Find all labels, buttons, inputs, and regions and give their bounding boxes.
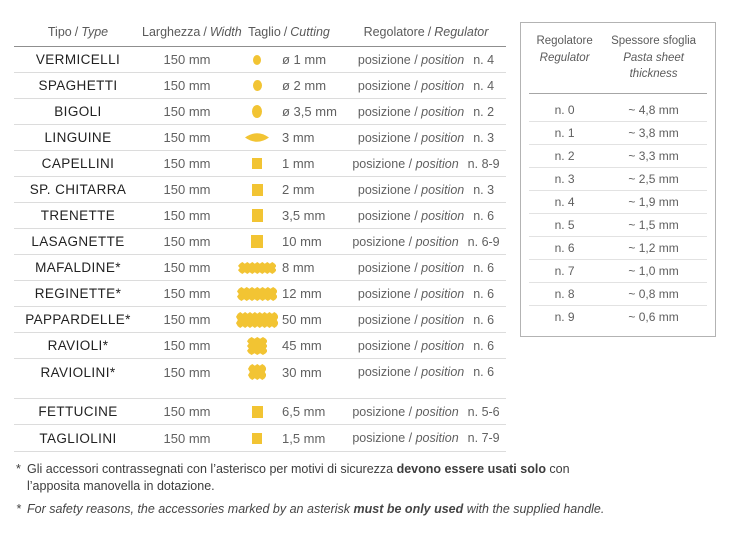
header-separator: / [203,25,207,39]
position-label-en: position [421,52,465,67]
width-value: 150 mm [163,130,211,145]
cut-icon-box [232,80,282,91]
position-label-it: posizione / [357,52,422,67]
regulator-row [529,213,707,236]
table-row [14,73,506,99]
position-value: n. 8-9 [467,156,500,171]
footnote-en-post: with the supplied handle. [463,502,605,516]
position-label-it: posizione / [357,104,422,119]
position-label-en: position [421,182,465,197]
header-separator: / [427,25,432,39]
square-cut-icon [252,184,263,196]
regulator-row [529,236,707,259]
asterisk-marker: * [16,502,21,516]
width-value: 150 mm [163,78,211,93]
position-label-it: posizione / [357,286,422,301]
sheet-thickness: ~ 4,8 mm [628,102,679,117]
cut-value: 6,5 mm [282,404,326,419]
position-value: n. 6-9 [467,234,500,249]
regulator-row [529,259,707,282]
position-value: n. 4 [473,78,495,93]
header-separator: / [283,25,288,39]
header-width-en: Width [209,25,242,39]
pasta-type-label: FETTUCINE [38,404,118,419]
position-value: n. 6 [473,260,495,275]
square-cut-icon [252,209,263,222]
cutting-cell [232,234,346,249]
regulator-position: n. 5 [554,218,575,233]
sheet-thickness: ~ 2,5 mm [628,172,679,187]
width-value: 150 mm [163,52,211,67]
column-header-regulator [346,25,506,39]
header-type-it: Tipo [47,25,72,39]
table-header-row [14,18,506,47]
pasta-type-label: TAGLIOLINI [39,430,117,446]
square-cut-icon [252,158,262,169]
regulator-thickness-table [520,22,716,337]
cut-icon-box [232,287,282,301]
sheet-thickness: ~ 1,9 mm [628,195,679,210]
table-row [14,255,506,281]
position-label-en: position [421,78,465,93]
cut-value: 8 mm [282,260,315,275]
position-value: n. 5-6 [467,404,500,419]
sheet-thickness: ~ 1,2 mm [628,241,679,256]
regulator-row [529,121,707,144]
width-value: 150 mm [163,208,211,223]
header-regulator-en: Regulator [434,25,489,39]
cutting-cell [232,404,346,419]
regulator-position: n. 3 [554,172,575,187]
regulator-cell [346,53,506,67]
cut-icon-box [232,406,282,418]
table-row [14,47,506,73]
cut-value: ø 2 mm [282,78,327,93]
width-value: 150 mm [163,312,211,327]
regulator-table-header [529,33,707,94]
cut-value: 3,5 mm [282,208,326,223]
width-value: 150 mm [163,404,211,419]
pasta-type-label: PAPPARDELLE* [25,312,131,327]
column-header-width [142,25,242,39]
regulator-table-body [529,94,707,328]
position-label-it: posizione / [357,78,422,93]
position-label-en: position [421,312,465,327]
regulator-position: n. 8 [554,287,575,302]
width-value: 150 mm [163,338,211,353]
cutting-cell [232,130,346,145]
position-label-en: position [421,365,465,379]
position-value: n. 4 [473,52,495,67]
position-value: n. 6 [473,286,495,301]
sheet-thickness: ~ 3,3 mm [628,149,679,164]
cut-value: ø 3,5 mm [282,104,337,119]
wavy-ribbon-cut-icon [237,287,278,301]
cut-value: 10 mm [282,234,322,249]
position-value: n. 6 [473,208,495,223]
footnote-en-bold: must be only used [353,502,464,516]
cut-icon-box [232,158,282,169]
pasta-type-label: MAFALDINE* [35,260,121,275]
regulator-position: n. 0 [554,102,575,117]
table-row [14,125,506,151]
sheet-thickness: ~ 0,8 mm [628,287,679,302]
position-value: n. 3 [473,182,495,197]
table-row [14,307,506,333]
column-header-type [14,25,142,39]
stamp-square-cut-icon [247,337,268,355]
regulator-cell [346,339,506,353]
sheet-thickness: ~ 3,8 mm [628,126,679,141]
cutting-cell [232,156,346,171]
cutting-cell [232,182,346,197]
cut-icon-box [232,55,282,65]
table-group-gap [14,385,506,398]
regulator-cell [346,365,506,379]
regulator-position: n. 2 [554,149,575,164]
cutting-cell [232,286,346,301]
pasta-types-table [14,18,506,452]
regulator-cell [346,405,506,419]
width-value: 150 mm [163,364,211,380]
cut-value: 2 mm [282,182,315,197]
pasta-type-label: TRENETTE [40,208,116,223]
position-label-it: posizione / [352,234,416,249]
regulator-position: n. 1 [554,126,575,141]
regulator-row [529,190,707,213]
regulator-cell [346,261,506,275]
table-row [14,425,506,452]
pasta-type-label: RAVIOLINI* [40,364,116,380]
thickness-header-it: Spessore sfoglia [611,35,697,47]
header-separator: / [74,25,79,39]
cutting-cell [232,337,346,355]
square-cut-icon [252,433,262,444]
cutting-cell [232,52,346,67]
thickness-column-header [600,33,707,83]
regulator-row [529,282,707,305]
round-cut-icon [252,105,262,118]
footnote-it-line2: l’apposita manovella in dotazione. [27,479,215,493]
cut-value: 3 mm [282,130,315,145]
header-cutting-en: Cutting [290,25,330,39]
position-label-it: posizione / [357,260,422,275]
regulator-cell [346,235,506,249]
pasta-type-label: CAPELLINI [41,156,115,171]
cut-icon-box [232,364,282,380]
position-value: n. 6 [473,312,495,327]
wavy-ribbon-cut-icon [236,312,279,328]
asterisk-marker: * [16,462,21,476]
position-value: n. 2 [473,104,495,119]
footnote-it-pre: Gli accessori contrassegnati con l’asterisco per motivi di sicurezza [27,462,397,476]
regulator-position: n. 7 [554,264,575,279]
regulator-position: n. 9 [554,310,575,325]
cut-icon-box [232,105,282,118]
regulator-cell [346,131,506,145]
cut-icon-box [232,337,282,355]
pasta-type-label: BIGOLI [54,104,102,119]
table-row [14,398,506,425]
round-cut-icon [253,80,262,91]
width-value: 150 mm [163,182,211,197]
position-label-it: posizione / [357,130,422,145]
cut-icon-box [232,433,282,444]
regulator-position: n. 6 [554,241,575,256]
column-header-cutting [232,25,346,39]
position-value: n. 7-9 [467,431,500,445]
cut-icon-box [232,209,282,222]
width-value: 150 mm [163,286,211,301]
footnote-italian-text [27,461,570,495]
square-cut-icon [251,235,263,248]
table-row [14,203,506,229]
position-label-en: position [415,234,459,249]
regulator-row [529,98,707,121]
cut-value: 1,5 mm [282,430,326,446]
sheet-thickness: ~ 1,0 mm [628,264,679,279]
table-row [14,151,506,177]
footnote-it-post: con [545,462,570,476]
cutting-cell [232,208,346,223]
footnote-english [16,501,616,518]
cut-value: 30 mm [282,364,322,380]
position-label-it: posizione / [357,182,422,197]
width-value: 150 mm [163,430,211,446]
position-label-it: posizione / [352,404,416,419]
cutting-cell [232,431,346,446]
position-label-it: posizione / [352,156,416,171]
stamp-square-cut-icon [248,364,267,380]
cut-icon-box [232,133,282,142]
cutting-cell [232,364,346,380]
position-label-en: position [421,260,465,275]
position-label-it: posizione / [357,312,422,327]
sheet-thickness: ~ 0,6 mm [628,310,679,325]
cutting-cell [232,312,346,328]
regulator-cell [346,209,506,223]
position-label-it: posizione / [357,338,422,353]
cut-value: 12 mm [282,286,322,301]
position-label-en: position [415,431,459,445]
position-label-en: position [421,286,465,301]
regulator-header-en: Regulator [539,51,590,64]
cut-icon-box [232,312,282,328]
pasta-type-label: LASAGNETTE [31,234,125,249]
header-width-it: Larghezza [142,25,201,39]
header-cutting-it: Taglio [248,25,281,39]
table-row [14,359,506,385]
sheet-thickness: ~ 1,5 mm [628,218,679,233]
footnote-italian [16,461,616,495]
table-row [14,99,506,125]
regulator-row [529,167,707,190]
regulator-column-header [529,33,600,83]
pasta-type-label: SP. CHITARRA [29,182,127,197]
cut-icon-box [232,262,282,274]
square-cut-icon [252,406,263,418]
round-cut-icon [253,55,261,65]
position-label-en: position [421,338,465,353]
regulator-cell [346,313,506,327]
position-label-it: posizione / [352,431,416,445]
table-body [14,47,506,385]
regulator-cell [346,183,506,197]
position-label-en: position [415,404,459,419]
regulator-cell [346,157,506,171]
position-value: n. 3 [473,130,495,145]
regulator-row [529,144,707,167]
header-type-en: Type [81,25,109,39]
width-value: 150 mm [163,156,211,171]
table-row [14,177,506,203]
footnote-english-text [27,501,604,518]
table-body-extra [14,398,506,452]
cut-value: 1 mm [282,156,315,171]
regulator-cell [346,105,506,119]
pasta-type-label: REGINETTE* [34,286,122,301]
pasta-type-label: VERMICELLI [35,52,121,67]
footnote-it-bold: devono essere usati solo [396,462,546,476]
position-value: n. 6 [473,365,495,379]
cut-icon-box [232,235,282,248]
cutting-cell [232,78,346,93]
position-label-it: posizione / [357,208,422,223]
footnote-en-pre: For safety reasons, the accessories marked by an asterisk [27,502,354,516]
cut-icon-box [232,184,282,196]
position-label-en: position [415,156,459,171]
wavy-ribbon-cut-icon [238,262,277,274]
cut-value: 45 mm [282,338,322,353]
pasta-type-label: SPAGHETTI [38,78,118,93]
position-label-en: position [421,130,465,145]
regulator-position: n. 4 [554,195,575,210]
table-row [14,333,506,359]
footnotes [16,461,616,518]
lens-cut-icon [245,133,269,142]
regulator-header-it: Regolatore [536,35,593,47]
regulator-row [529,305,707,328]
cutting-cell [232,260,346,275]
cut-value: 50 mm [282,312,322,327]
width-value: 150 mm [163,104,211,119]
position-label-en: position [421,208,465,223]
regulator-cell [346,79,506,93]
pasta-type-label: LINGUINE [44,130,112,145]
position-label-it: posizione / [357,365,422,379]
table-row [14,281,506,307]
regulator-cell [346,431,506,445]
position-value: n. 6 [473,338,495,353]
table-row [14,229,506,255]
header-regulator-it: Regolatore [363,25,425,39]
cut-value: ø 1 mm [282,52,327,67]
pasta-type-label: RAVIOLI* [47,338,109,353]
thickness-header-en: Pasta sheet thickness [623,51,684,81]
width-value: 150 mm [163,260,211,275]
cutting-cell [232,104,346,119]
position-label-en: position [421,104,465,119]
regulator-cell [346,287,506,301]
width-value: 150 mm [163,234,211,249]
